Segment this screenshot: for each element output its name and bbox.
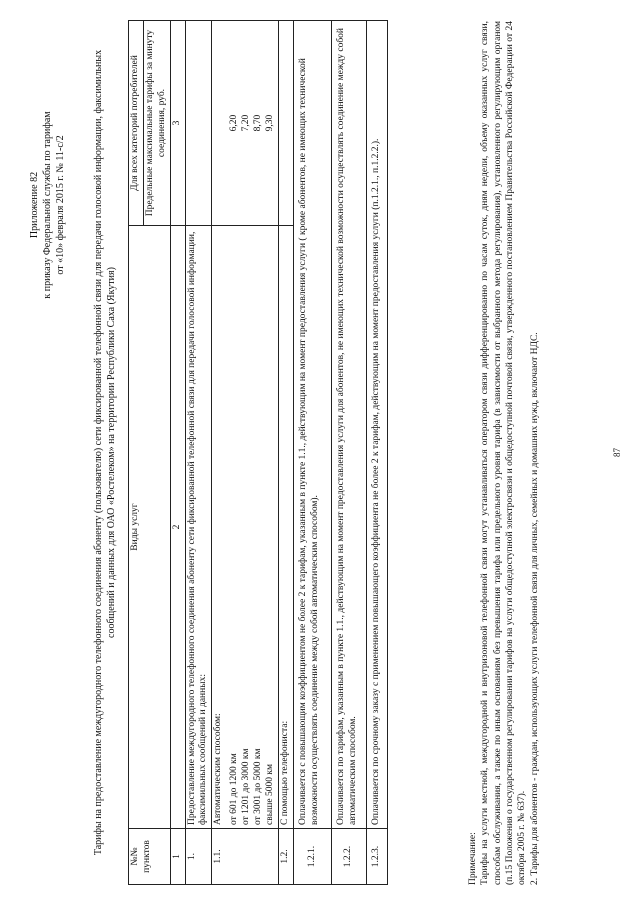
tariff-table: [128, 20, 388, 885]
tariff-values: [212, 21, 279, 226]
column-number: 2: [170, 226, 185, 829]
table-row: [212, 21, 279, 885]
tariff-value: 9,30: [264, 114, 275, 132]
header-max-tariffs: Предельные максимальные тарифы за минуту соединения, руб.: [143, 21, 170, 226]
row-text: С помощью телефониста:: [278, 226, 293, 829]
page-number: 87: [612, 448, 622, 457]
tariff-value: 7,20: [241, 114, 252, 132]
order-date: от «10» февраля 2015 г. № 11-с/2: [55, 135, 66, 275]
table-row: [185, 21, 212, 885]
document-title: Тарифы на предоставление междугородного телефонного соединения абоненту (пользователю) сети фиксированной телефонной связи для передачи голосовой информации, факсимильных сообщений и данных для ОАО «Ростелеком» на территории Республики Саха (Якутия): [93, 49, 117, 856]
row-number: 1.2.: [278, 829, 293, 885]
notes-section: [467, 21, 541, 885]
note-1: Тарифы на услуги местной, междугородной и внутризоновой телефонной связи могут устанавливаться оператором связи дифференцированно по часам суток, дням недели, объему оказанных услуг связи, способам обслуживания, а также по иным основаниям без превышения тарифа или предельного уровня тарифа (в зависимости от выбранного метода регулирования), установленного регулирующим органом (п.15 Положения о государственном регулировании тарифов на услуги общедоступной электросвязи и общедоступной почтовой связи, утвержденного постановлением Правительства Российской Федерации от 24 октября 2005 г. № 637).: [480, 21, 528, 885]
row-text: Оплачивается по срочному заказу с применением повышающего коэффициента не более 2 к тарифам, действующим на момент предоставления услуги (п.1.2.1., п.1.2.2.).: [367, 21, 388, 829]
attachment-header: [28, 40, 67, 370]
table-row: [367, 21, 388, 885]
tariff-value: 8,70: [253, 114, 263, 132]
row-value: [185, 21, 212, 226]
row-text-heading: Автоматическим способом:: [213, 713, 224, 825]
row-number: 1.2.1.: [293, 829, 332, 885]
row-number: 1.: [185, 829, 212, 885]
range-list: [229, 229, 277, 825]
table-header-row: [129, 21, 144, 885]
header-all-consumers: Для всех категорий потребителей: [129, 21, 144, 226]
row-number: 1.1.: [212, 829, 279, 885]
tariff-value: 6,20: [229, 114, 240, 132]
range-item: от 601 до 1200 км: [229, 753, 240, 825]
table-row: [332, 21, 367, 885]
row-text: Предоставление междугородного телефонного соединения абоненту сети фиксированной телефонной связи для передачи голосовой информации, факсимильных сообщений и данных:: [185, 226, 212, 829]
column-number: 3: [170, 21, 185, 226]
column-number-row: [170, 21, 185, 885]
notes-heading: Примечание:: [468, 832, 478, 885]
row-number: 1.2.2.: [332, 829, 367, 885]
note-2: 2. Тарифы для абонентов - граждан, использующих услуги телефонной связи для личных, семейных и домашних нужд, включают НДС.: [529, 332, 540, 885]
table-row: [278, 21, 293, 885]
order-reference: к приказу Федеральной службы по тарифам: [42, 111, 53, 299]
attachment-number: Приложение 82: [29, 171, 40, 239]
header-item-number: №№ пунктов: [129, 829, 171, 885]
range-item: свыше 5000 км: [264, 764, 275, 825]
range-item: от 1201 до 3000 км: [241, 748, 251, 825]
row-text: Оплачивается по тарифам, указанным в пункте 1.1., действующим на момент предоставления услуги для абонентов, не имеющих технической возможности осуществлять соединение между собой автоматическим способом.: [332, 21, 367, 829]
row-text: [212, 226, 279, 829]
row-number: 1.2.3.: [367, 829, 388, 885]
range-item: от 3001 до 5000 км: [252, 748, 263, 825]
table-row: [293, 21, 332, 885]
row-text: Оплачивается с повышающим коэффициентом не более 2 к тарифам, указанным в пункте 1.1., действующим на момент предоставления услуги ( кроме абонентов, не имеющих технической возможности осуществлять соединение между собой автоматическим способом).: [293, 21, 332, 829]
row-value: [278, 21, 293, 226]
column-number: 1: [170, 829, 185, 885]
header-service-type: Виды услуг: [129, 226, 171, 829]
